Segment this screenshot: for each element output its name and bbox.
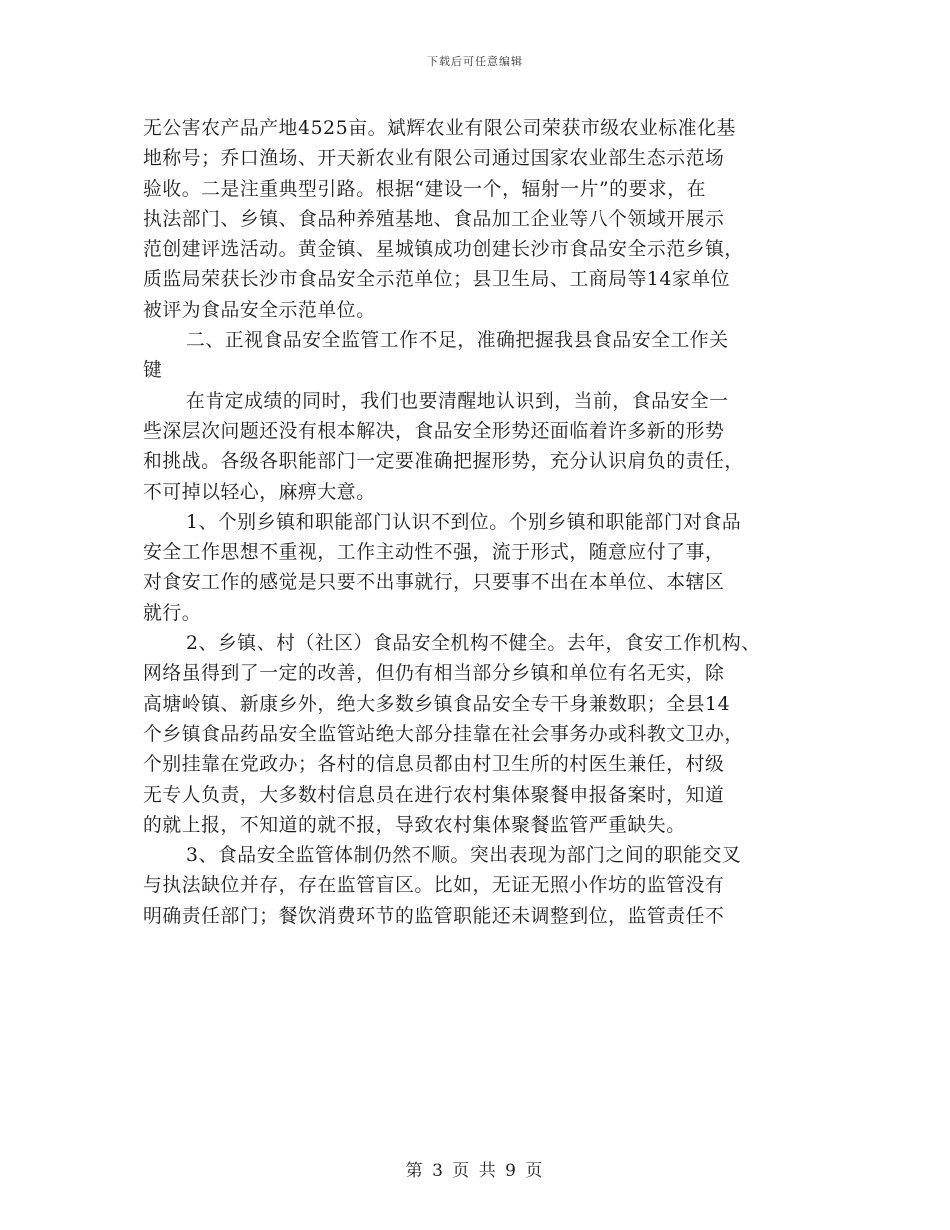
text-line: 些深层次问题还没有根本解决，食品安全形势还面临着许多新的形势 [143, 420, 725, 442]
text-line: 个别挂靠在党政办；各村的信息员都由村卫生所的村医生兼任，村级 [143, 754, 725, 776]
text-line: 在肯定成绩的同时，我们也要清醒地认识到，当前，食品安全一 [186, 390, 729, 412]
page-header-note: 下载后可任意编辑 [427, 55, 523, 68]
text-line: 质监局荣获长沙市食品安全示范单位；县卫生局、工商局等14家单位 [143, 269, 731, 291]
text-line: 验收。二是注重典型引路。根据“建设一个，辐射一片”的要求，在 [143, 178, 707, 200]
text-line: 1、个别乡镇和职能部门认识不到位。个别乡镇和职能部门对食品 [186, 511, 742, 533]
text-line: 网络虽得到了一定的改善，但仍有相当部分乡镇和单位有名无实，除 [143, 663, 725, 685]
text-line: 不可掉以轻心，麻痹大意。 [143, 481, 376, 503]
document-body [143, 114, 815, 932]
text-line: 键 [143, 360, 163, 382]
text-line: 与执法缺位并存，存在监管盲区。比如，无证无照小作坊的监管没有 [143, 875, 725, 897]
text-line: 安全工作思想不重视，工作主动性不强，流于形式，随意应付了事， [143, 542, 725, 564]
text-line: 高塘岭镇、新康乡外，绝大多数乡镇食品安全专干身兼数职；全县14 [143, 693, 731, 715]
page-number-footer: 第 3 页 共 9 页 [405, 1161, 545, 1181]
text-line: 被评为食品安全示范单位。 [143, 299, 376, 321]
text-line: 二、正视食品安全监管工作不足，准确把握我县食品安全工作关 [186, 330, 729, 352]
text-line: 范创建评选活动。黄金镇、星城镇成功创建长沙市食品安全示范乡镇， [143, 239, 744, 261]
text-line: 个乡镇食品药品安全监管站绝大部分挂靠在社会事务办或科教文卫办， [143, 723, 744, 745]
text-line: 3、食品安全监管体制仍然不顺。突出表现为部门之间的职能交叉 [186, 845, 742, 867]
text-line: 的就上报，不知道的就不报，导致农村集体聚餐监管严重缺失。 [143, 814, 686, 836]
text-line: 对食安工作的感觉是只要不出事就行，只要事不出在本单位、本辖区 [143, 572, 725, 594]
text-line: 执法部门、乡镇、食品种养殖基地、食品加工企业等八个领域开展示 [143, 208, 725, 230]
text-line: 明确责任部门；餐饮消费环节的监管职能还未调整到位，监管责任不 [143, 905, 725, 927]
text-line: 无公害农产品产地4525亩。斌辉农业有限公司荣获市级农业标准化基 [143, 118, 736, 139]
text-line: 和挑战。各级各职能部门一定要准确把握形势，充分认识肩负的责任， [143, 451, 744, 473]
text-line: 就行。 [143, 602, 202, 624]
text-line: 2、乡镇、村（社区）食品安全机构不健全。去年，食安工作机构、 [186, 633, 761, 655]
text-line: 无专人负责，大多数村信息员在进行农村集体聚餐申报备案时，知道 [143, 784, 725, 806]
text-line: 地称号；乔口渔场、开天新农业有限公司通过国家农业部生态示范场 [143, 148, 725, 170]
